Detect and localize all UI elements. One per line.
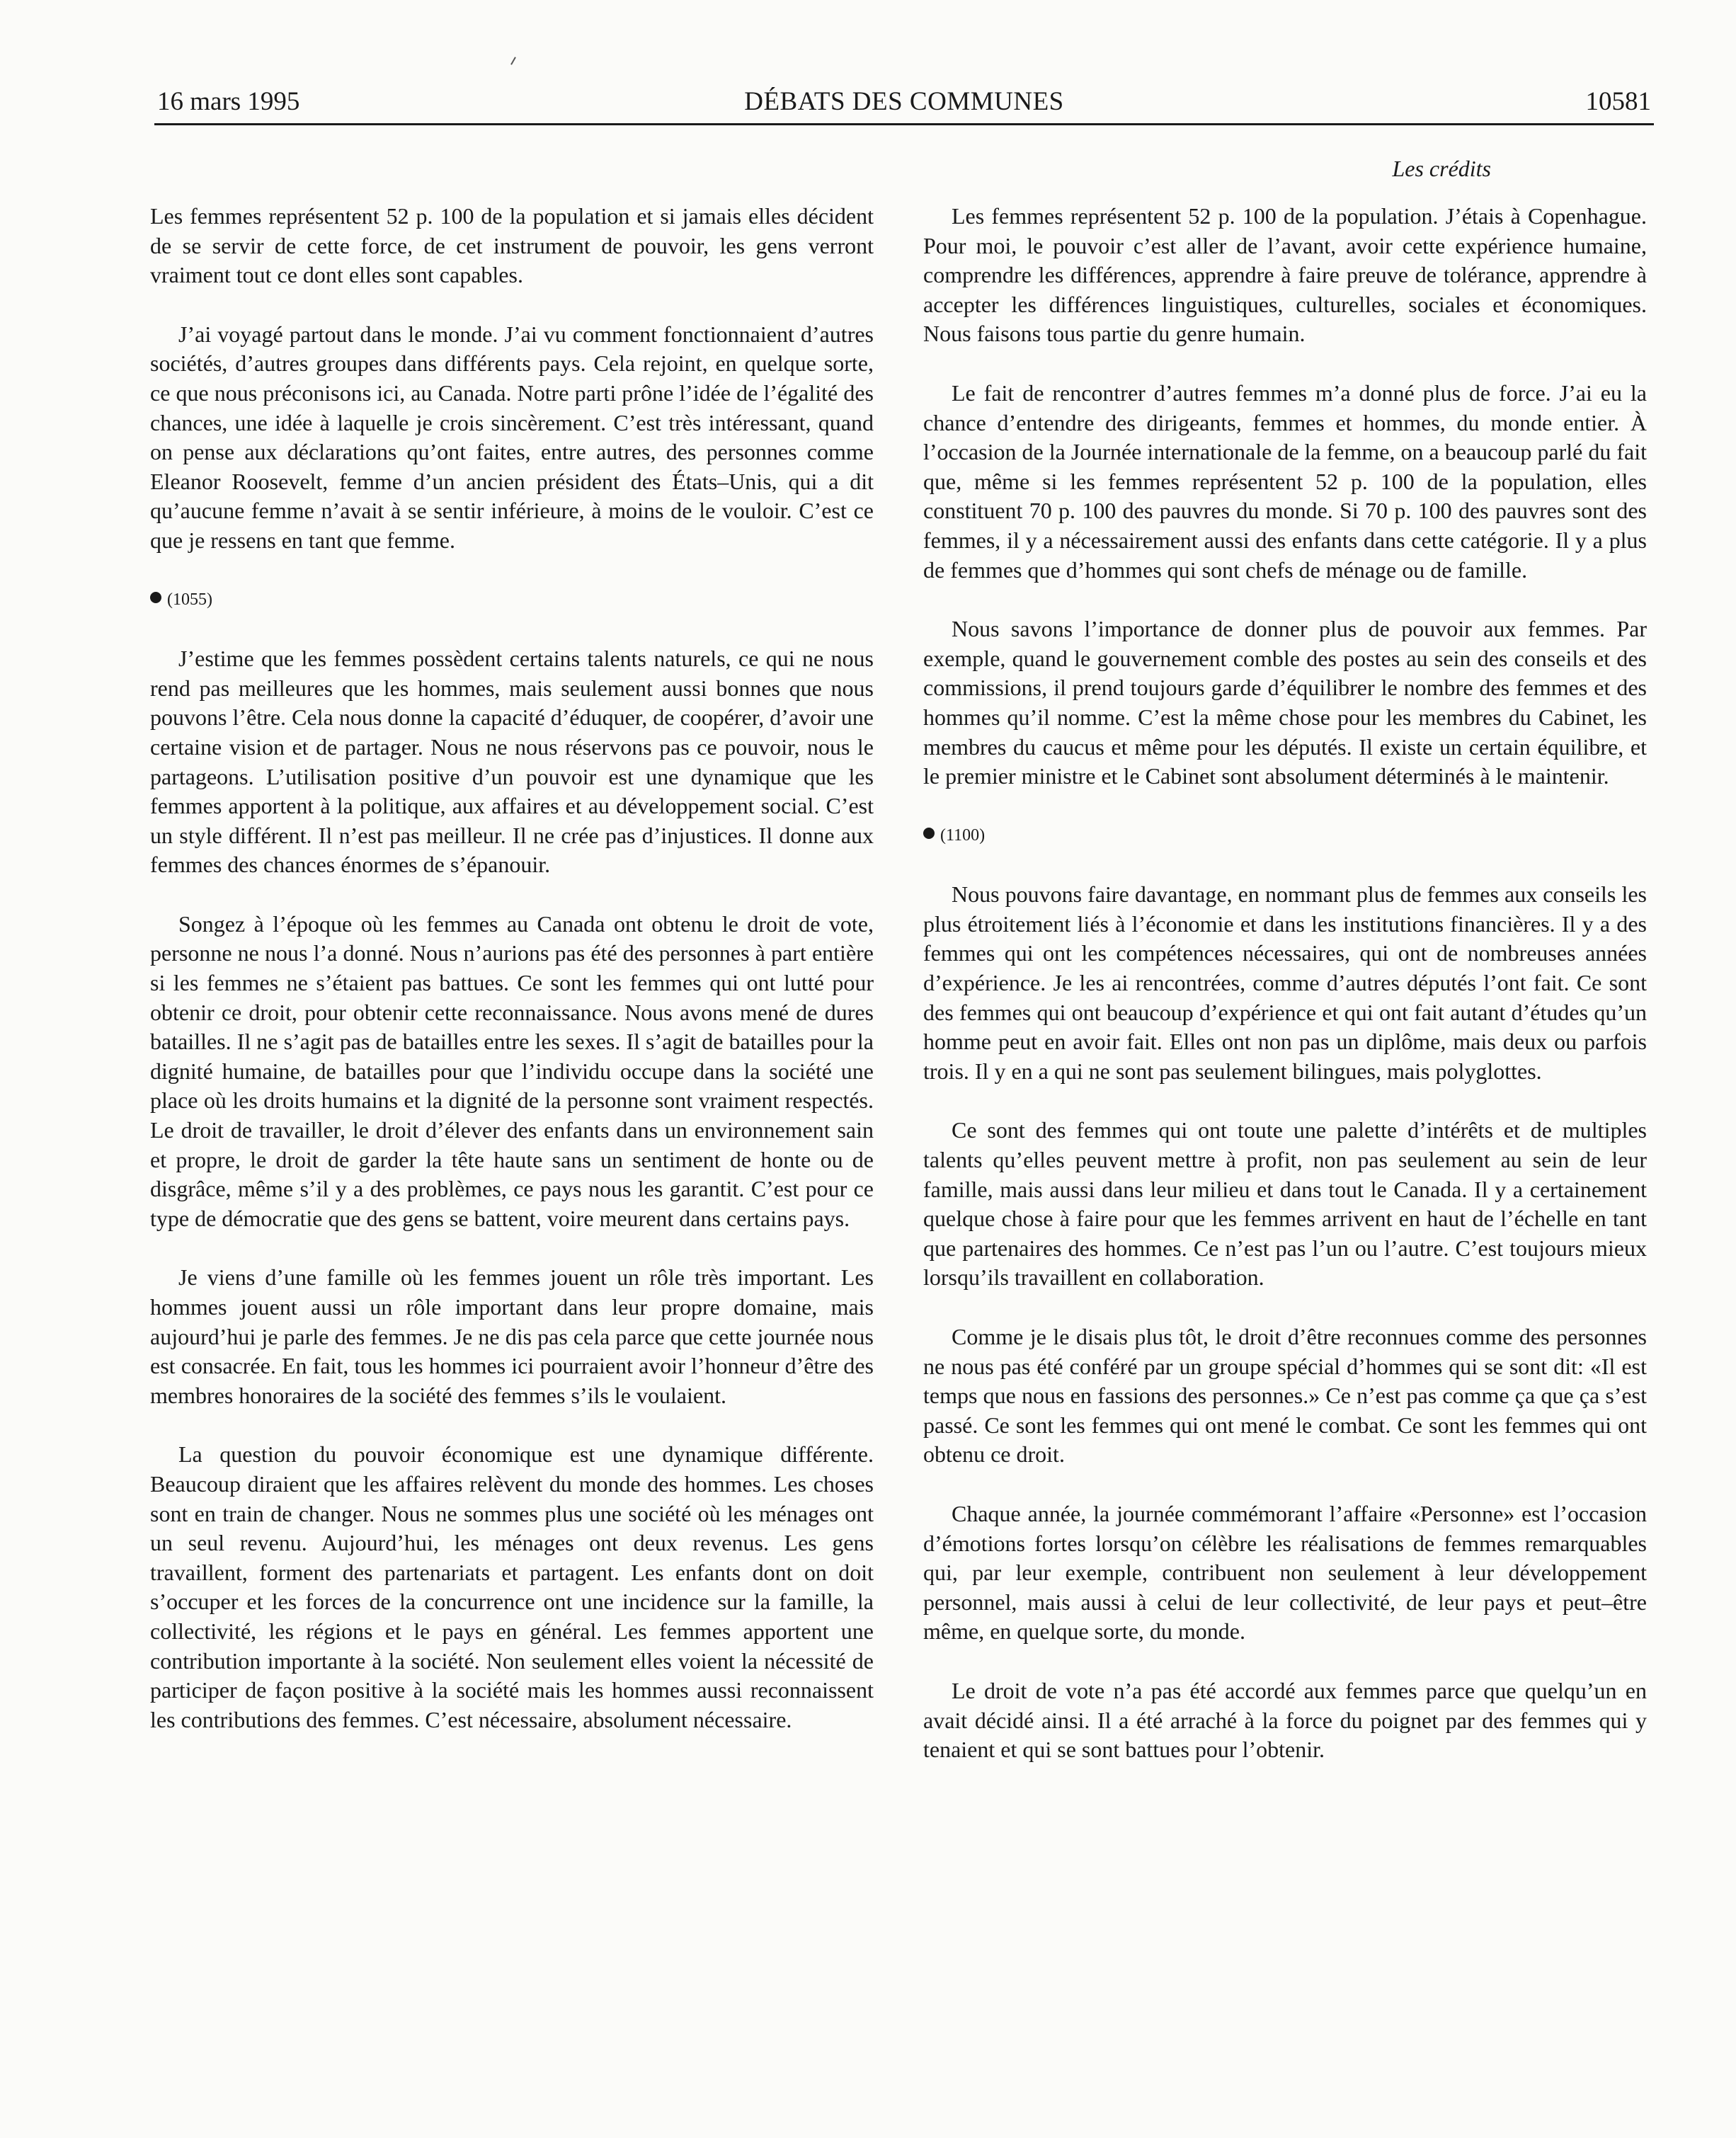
section-rubric: Les crédits [1392,156,1491,181]
page-header [154,74,1654,125]
right-column [923,202,1647,1795]
time-marker [923,821,1647,851]
time-marker [150,585,874,615]
time-marker-text: (1100) [940,825,986,845]
paragraph: Nous savons l’importance de donner plus de pouvoir aux femmes. Par exemple, quand le gouvernement comble des postes au sein des conseils et des commissions, il prend toujours garde d’équilibrer le nombre des femmes et des hommes qu’il nomme. C’est la même chose pour les membres du Cabinet, les membres du caucus et même pour les députés. Il existe un certain équilibre, et le premier ministre et le Cabinet sont absolument déterminés à le maintenir. [923,616,1647,789]
paragraph: Je viens d’une famille où les femmes jouent un rôle très important. Les hommes jouent aussi un rôle important dans leur propre domaine, mais aujourd’hui je parle des femmes. Je ne dis pas cela parce que cette journée nous est consacrée. En fait, tous les hommes ici pourraient avoir l’honneur d’être des membres honoraires de la société des femmes s’ils le voulaient. [150,1264,874,1408]
header-page-number: 10581 [1585,87,1651,116]
paragraph: Songez à l’époque où les femmes au Canada ont obtenu le droit de vote, personne ne nous l’a donné. Nous n’aurions pas été des personnes à part entière si les femmes ne s’étaient pas battues. Ce sont les femmes qui ont lutté pour obtenir ce droit, pour obtenir cette reconnaissance. Nous avons mené de dures batailles. Il ne s’agit pas de batailles entre les sexes. Il s’agit de batailles pour la dignité humaine, de batailles pour que l’individu occupe dans la société une place où les droits humains et la dignité de la personne sont vraiment respectés. Le droit de travailler, le droit d’élever des enfants dans un environnement sain et propre, le droit de garder la tête haute sans un sentiment de honte ou de disgrâce, même s’il y a des problèmes, ce pays nous les garantit. C’est pour ce type de démocratie que des gens se battent, voire meurent dans certains pays. [150,910,874,1231]
bullet-icon [923,828,935,839]
paragraph: Les femmes représentent 52 p. 100 de la population. J’étais à Copenhague. Pour moi, le pouvoir c’est aller de l’avant, avoir cette expérience humaine, comprendre les différences, apprendre à faire preuve de tolérance, apprendre à accepter les différences linguistiques, culturelles, sociales et économiques. Nous faisons tous partie du genre humain. [923,203,1647,347]
stray-mark [510,57,516,64]
paragraph: J’estime que les femmes possèdent certains talents naturels, ce qui ne nous rend pas meilleures que les hommes, mais seulement aussi bonnes que nous pouvons l’être. Cela nous donne la capacité d’éduquer, de coopérer, d’avoir une certaine vision et de partager. Nous ne nous réservons pas ce pouvoir, nous le partageons. L’utilisation positive d’un pouvoir est une dynamique que les femmes apportent à la politique, aux affaires et au développement social. C’est un style différent. Il n’est pas meilleur. Il ne crée pas d’injustices. Il donne aux femmes des chances énormes de s’épanouir. [150,646,874,878]
header-date: 16 mars 1995 [157,87,300,116]
paragraph: Le fait de rencontrer d’autres femmes m’a donné plus de force. J’ai eu la chance d’entendre des dirigeants, femmes et hommes, du monde entier. À l’occasion de la Journée internationale de la femme, on a beaucoup parlé du fait que, même si les femmes représentent 52 p. 100 de la population, elles constituent 70 p. 100 des pauvres du monde. Si 70 p. 100 des pauvres sont des femmes, il y a nécessairement aussi des enfants dans cette catégorie. Il y a plus de femmes que d’hommes qui sont chefs de ménage ou de famille. [923,379,1647,583]
paragraph: Comme je le disais plus tôt, le droit d’être reconnues comme des personnes ne nous pas été conféré par un groupe spécial d’hommes qui se sont dit: «Il est temps que nous en fassions des personnes.» Ce n’est pas comme ça que ça s’est passé. Ce sont les femmes qui ont mené le combat. Ce sont les femmes qui ont obtenu ce droit. [923,1324,1647,1468]
paragraph: La question du pouvoir économique est une dynamique différente. Beaucoup diraient que les affaires relèvent du monde des hommes. Les choses sont en train de changer. Nous ne sommes plus une société où les ménages ont un seul revenu. Aujourd’hui, les ménages ont deux revenus. Les gens travaillent, forment des partenariats et partagent. Les enfants dont on doit s’occuper et les forces de la concurrence ont une incidence sur la famille, la collectivité, les régions et le pays en général. Les femmes apportent une contribution importante à la société. Non seulement elles voient la nécessité de participer de façon positive à la société mais les hommes aussi reconnaissent les contributions des femmes. C’est nécessaire, absolument nécessaire. [150,1441,874,1732]
paragraph: Ce sont des femmes qui ont toute une palette d’intérêts et de multiples talents qu’elles peuvent mettre à profit, non pas seulement au sein de leur famille, mais aussi dans leur milieu et dans tout le Canada. Il y a certainement quelque chose à faire pour que les femmes arrivent en haut de l’échelle en tant que partenaires des hommes. Ce n’est pas l’un ou l’autre. C’est toujours mieux lorsqu’ils travaillent en collaboration. [923,1117,1647,1291]
paragraph: Chaque année, la journée commémorant l’affaire «Personne» est l’occasion d’émotions fortes lorsqu’on célèbre les réalisations de femmes remarquables qui, par leur exemple, contribuent non seulement à leur développement personnel, mais aussi à celui de leur collectivité, de leur pays et peut–être même, en quelque sorte, du monde. [923,1500,1647,1645]
time-marker-text: (1055) [167,590,212,609]
paragraph: Les femmes représentent 52 p. 100 de la population et si jamais elles décident de se servir de cette force, de cet instrument de pouvoir, les gens verront vraiment tout ce dont elles sont capables. [150,203,874,288]
header-title: DÉBATS DES COMMUNES [744,87,1064,116]
paragraph: Le droit de vote n’a pas été accordé aux femmes parce que quelqu’un en avait décidé ainsi. Il a été arraché à la force du poignet par des femmes qui y tenaient et qui se sont battues pour l’obtenir. [923,1677,1647,1763]
paragraph: J’ai voyagé partout dans le monde. J’ai vu comment fonctionnaient d’autres sociétés, d’autres groupes dans différents pays. Cela rejoint, en quelque sorte, ce que nous préconisons ici, au Canada. Notre parti prône l’idée de l’égalité des chances, une idée à laquelle je crois sincèrement. C’est très intéressant, quand on pense aux déclarations qu’ont faites, entre autres, des personnes comme Eleanor Roosevelt, femme d’un ancien président des États–Unis, qui a dit qu’aucune femme n’avait à se sentir inférieure, à moins de le vouloir. C’est ce que je ressens en tant que femme. [150,321,874,553]
bullet-icon [150,592,161,603]
left-column [150,202,874,1764]
paragraph: Nous pouvons faire davantage, en nommant plus de femmes aux conseils les plus étroitement liés à l’économie et dans les institutions financières. Il y a des femmes qui ont les compétences nécessaires, qui ont de nombreuses années d’expérience. Je les ai rencontrées, comme d’autres députés l’ont fait. Ce sont des femmes qui ont beaucoup d’expérience et qui ont fait autant d’études qu’un homme peut en avoir fait. Elles ont non pas un diplôme, mais deux ou parfois trois. Il y en a qui ne sont pas seulement bilingues, mais polyglottes. [923,881,1647,1084]
